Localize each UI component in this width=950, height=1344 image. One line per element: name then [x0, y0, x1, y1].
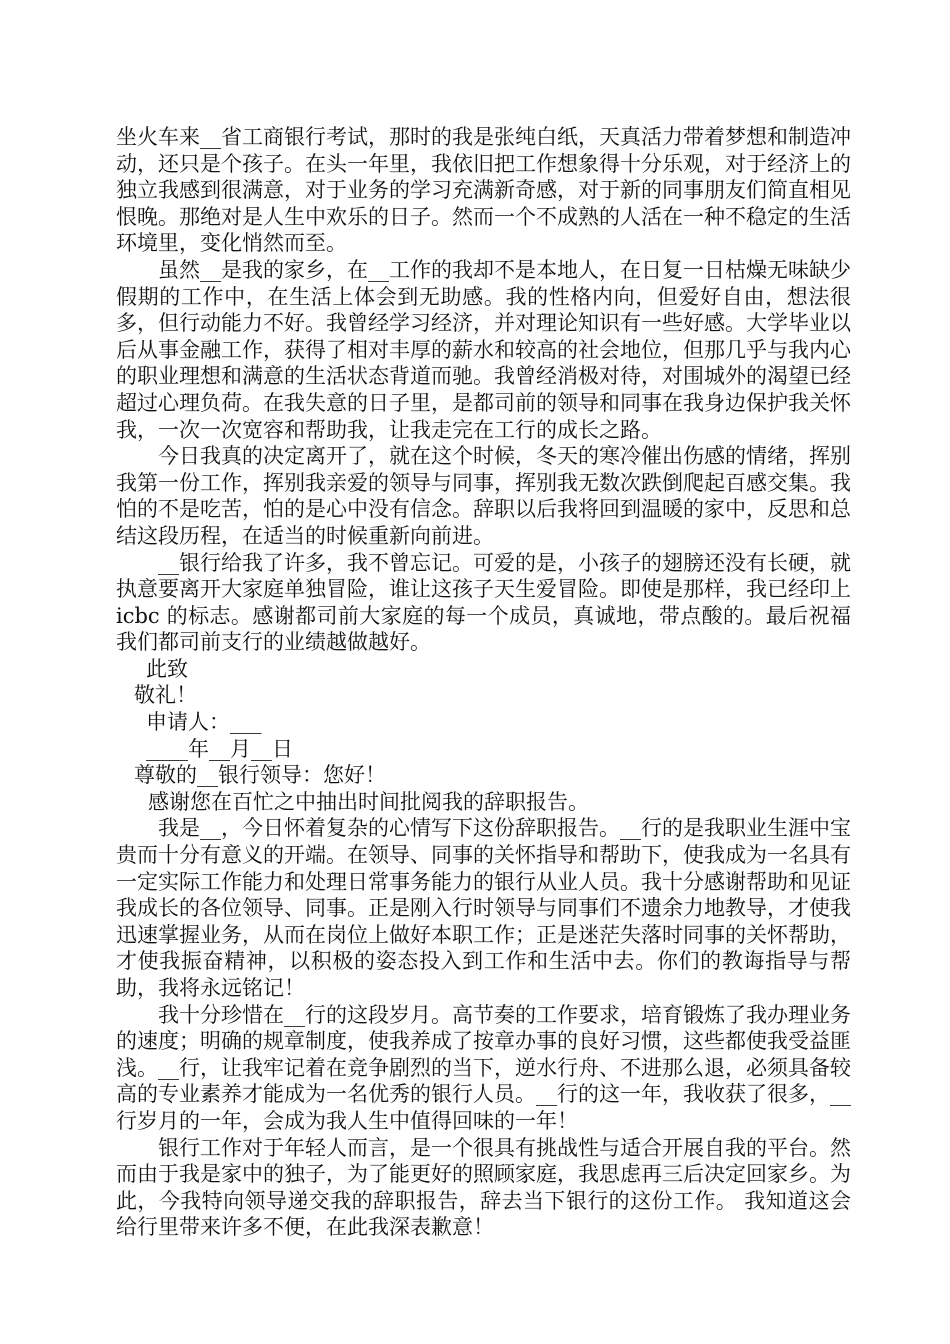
letter2-paragraph-1: 我是__，今日怀着复杂的心情写下这份辞职报告。__行的是我职业生涯中宝贵而十分有意义的开端。在领导、同事的关怀指导和帮助下，使我成为一名具有一定实际工作能力和处理日常事务能力的银行从业人员。我十分感谢帮助和见证我成长的各位领导、同事。正是刚入行时领导与同事们不遗余力地教导，才使我迅速掌握业务，从而在岗位上做好本职工作；正是迷茫失落时同事的关怀帮助，才使我振奋精神，以积极的姿态投入到工作和生活中去。你们的教诲指导与帮助，我将永远铭记！	[116, 816, 851, 1000]
closing-jing-li: 敬礼！	[134, 683, 197, 708]
letter2-paragraph-2: 我十分珍惜在__行的这段岁月。高节奏的工作要求，培育锻炼了我办理业务的速度；明确的规章制度，使我养成了按章办事的良好习惯，这些都使我受益匪浅。__行，让我牢记着在竞争剧烈的当下，逆水行舟、不进那么退，必须具备较高的专业素养才能成为一名优秀的银行人员。__行的这一年，我收获了很多，__行岁月的一年，会成为我人生中值得回味的一年！	[116, 1002, 851, 1133]
paragraph-1: 坐火车来__省工商银行考试，那时的我是张纯白纸，天真活力带着梦想和制造冲动，还只是个孩子。在头一年里，我依旧把工作想象得十分乐观，对于经济上的独立我感到很满意，对于业务的学习充满新奇感，对于新的同事朋友们简直相见恨晚。那绝对是人生中欢乐的日子。然而一个不成熟的人活在一种不稳定的生活环境里，变化悄然而至。	[116, 125, 851, 256]
letter2-paragraph-3: 银行工作对于年轻人而言，是一个很具有挑战性与适合开展自我的平台。然而由于我是家中的独子，为了能更好的照顾家庭，我思虑再三后决定回家乡。为此，今我特向领导递交我的辞职报告，辞去当下银行的这份工作。 我知道这会给行里带来许多不便，在此我深表歉意！	[116, 1135, 851, 1240]
applicant-line: 申请人：___	[146, 710, 262, 735]
date-line: ____年__月__日	[146, 736, 293, 761]
paragraph-3: 今日我真的决定离开了，就在这个时候，冬天的寒冷催出伤感的情绪，挥别我第一份工作，挥别我亲爱的领导与同事，挥别我无数次跌倒爬起百感交集。我怕的不是吃苦，怕的是心中没有信念。辞职以后我将回到温暖的家中，反思和总结这段历程，在适当的时候重新向前进。	[116, 444, 851, 548]
paragraph-2: 虽然__是我的家乡，在__工作的我却不是本地人，在日复一日枯燥无味缺少假期的工作中，在生活上体会到无助感。我的性格内向，但爱好自由，想法很多，但行动能力不好。我曾经学习经济，并对理论知识有一些好感。大学毕业以后从事金融工作，获得了相对丰厚的薪水和较高的社会地位，但那几乎与我内心的职业理想和满意的生活状态背道而驰。我曾经消极对待，对围城外的渴望已经超过心理负荷。在我失意的日子里，是都司前的领导和同事在我身边保护我关怀我，一次一次宽容和帮助我，让我走完在工行的成长之路。	[116, 257, 851, 442]
paragraph-4: __银行给我了许多，我不曾忘记。可爱的是，小孩子的翅膀还没有长硬，就执意要离开大家庭单独冒险，谁让这孩子天生爱冒险。即使是那样，我已经印上 icbc 的标志。感谢都司前大家庭的每一个成员，真诚地，带点酸的。最后祝福我们都司前支行的业绩越做越好。	[116, 550, 851, 655]
closing-ci-zhi: 此致	[146, 656, 188, 681]
letter2-salutation: 尊敬的__银行领导：您好！	[134, 763, 386, 788]
letter2-thanks: 感谢您在百忙之中抽出时间批阅我的辞职报告。	[148, 789, 589, 814]
document-body	[116, 124, 851, 1241]
